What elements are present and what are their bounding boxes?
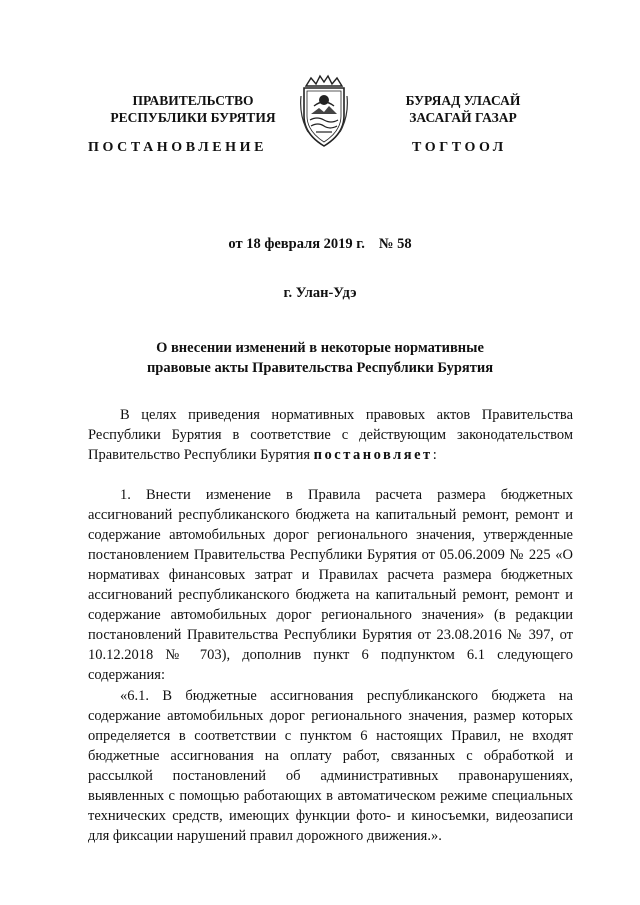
decree-title bbox=[0, 338, 640, 378]
government-name-buryat: БУРЯАД УЛАСАЙ bbox=[405, 93, 521, 108]
item-1-paragraph bbox=[88, 485, 573, 685]
city-line: г. Улан-Удэ bbox=[283, 285, 357, 301]
preamble-text: В целях приведения нормативных правовых актов Правительства Республики Бурятия в соответствие с действующим законодательством Правительство Республики Бурятия bbox=[88, 407, 573, 463]
preamble-paragraph bbox=[88, 405, 573, 465]
government-name: ПРАВИТЕЛЬСТВО bbox=[132, 93, 254, 108]
title-line-2: правовые акты Правительства Республики Бурятия bbox=[146, 360, 494, 376]
republic-name: РЕСПУБЛИКИ БУРЯТИЯ bbox=[110, 110, 276, 125]
decree-colon: : bbox=[432, 447, 437, 463]
decree-number: № 58 bbox=[378, 236, 412, 252]
item-1-quote-text: «6.1. В бюджетные ассигнования республиканского бюджета на содержание автомобильных дорог регионального значения, размер которых определяется в соответствии с пунктом 6 настоящих Правил, не входят бюджетные ассигнования на оплату работ, связанных с обработкой и рассылкой постановлений об административных правонарушениях, выявленных с помощью работающих в автоматическом режиме специальных технических средств, имеющих функции фото- и киносъемки, видеозаписи для фиксации нарушений правил дорожного движения.». bbox=[88, 688, 573, 844]
decree-keyword: постановляет bbox=[313, 447, 433, 463]
item-1-text: 1. Внести изменение в Правила расчета размера бюджетных ассигнований республиканского бюджета на капитальный ремонт, ремонт и содержание автомобильных дорог регионального значения, утвержденные постановлением Правительства Республики Бурятия от 05.06.2009 № 225 «О нормативах финансовых затрат и Правилах расчета размера бюджетных ассигнований республиканского бюджета на капитальный ремонт, ремонт и содержание автомобильных дорог регионального значения» (в редакции постановлений Правительства Республики Бурятия от 23.08.2016 № 397, от 10.12.2018 № 703), дополнив пункт 6 подпунктом 6.1 следующего содержания: bbox=[88, 487, 573, 683]
header-right bbox=[368, 92, 558, 126]
title-line-1: О внесении изменений в некоторые нормативные bbox=[156, 340, 484, 356]
date-number-line bbox=[0, 236, 640, 253]
item-1-quote-paragraph bbox=[88, 686, 573, 846]
decree-date: от 18 февраля 2019 г. bbox=[228, 236, 365, 252]
doc-type-buryat: ТОГТООЛ bbox=[412, 140, 507, 155]
government-name-buryat-line2: ЗАСАГАЙ ГАЗАР bbox=[409, 110, 517, 125]
coat-of-arms-icon bbox=[298, 72, 350, 152]
doc-type-russian: ПОСТАНОВЛЕНИЕ bbox=[88, 140, 268, 155]
header-left bbox=[98, 92, 288, 126]
